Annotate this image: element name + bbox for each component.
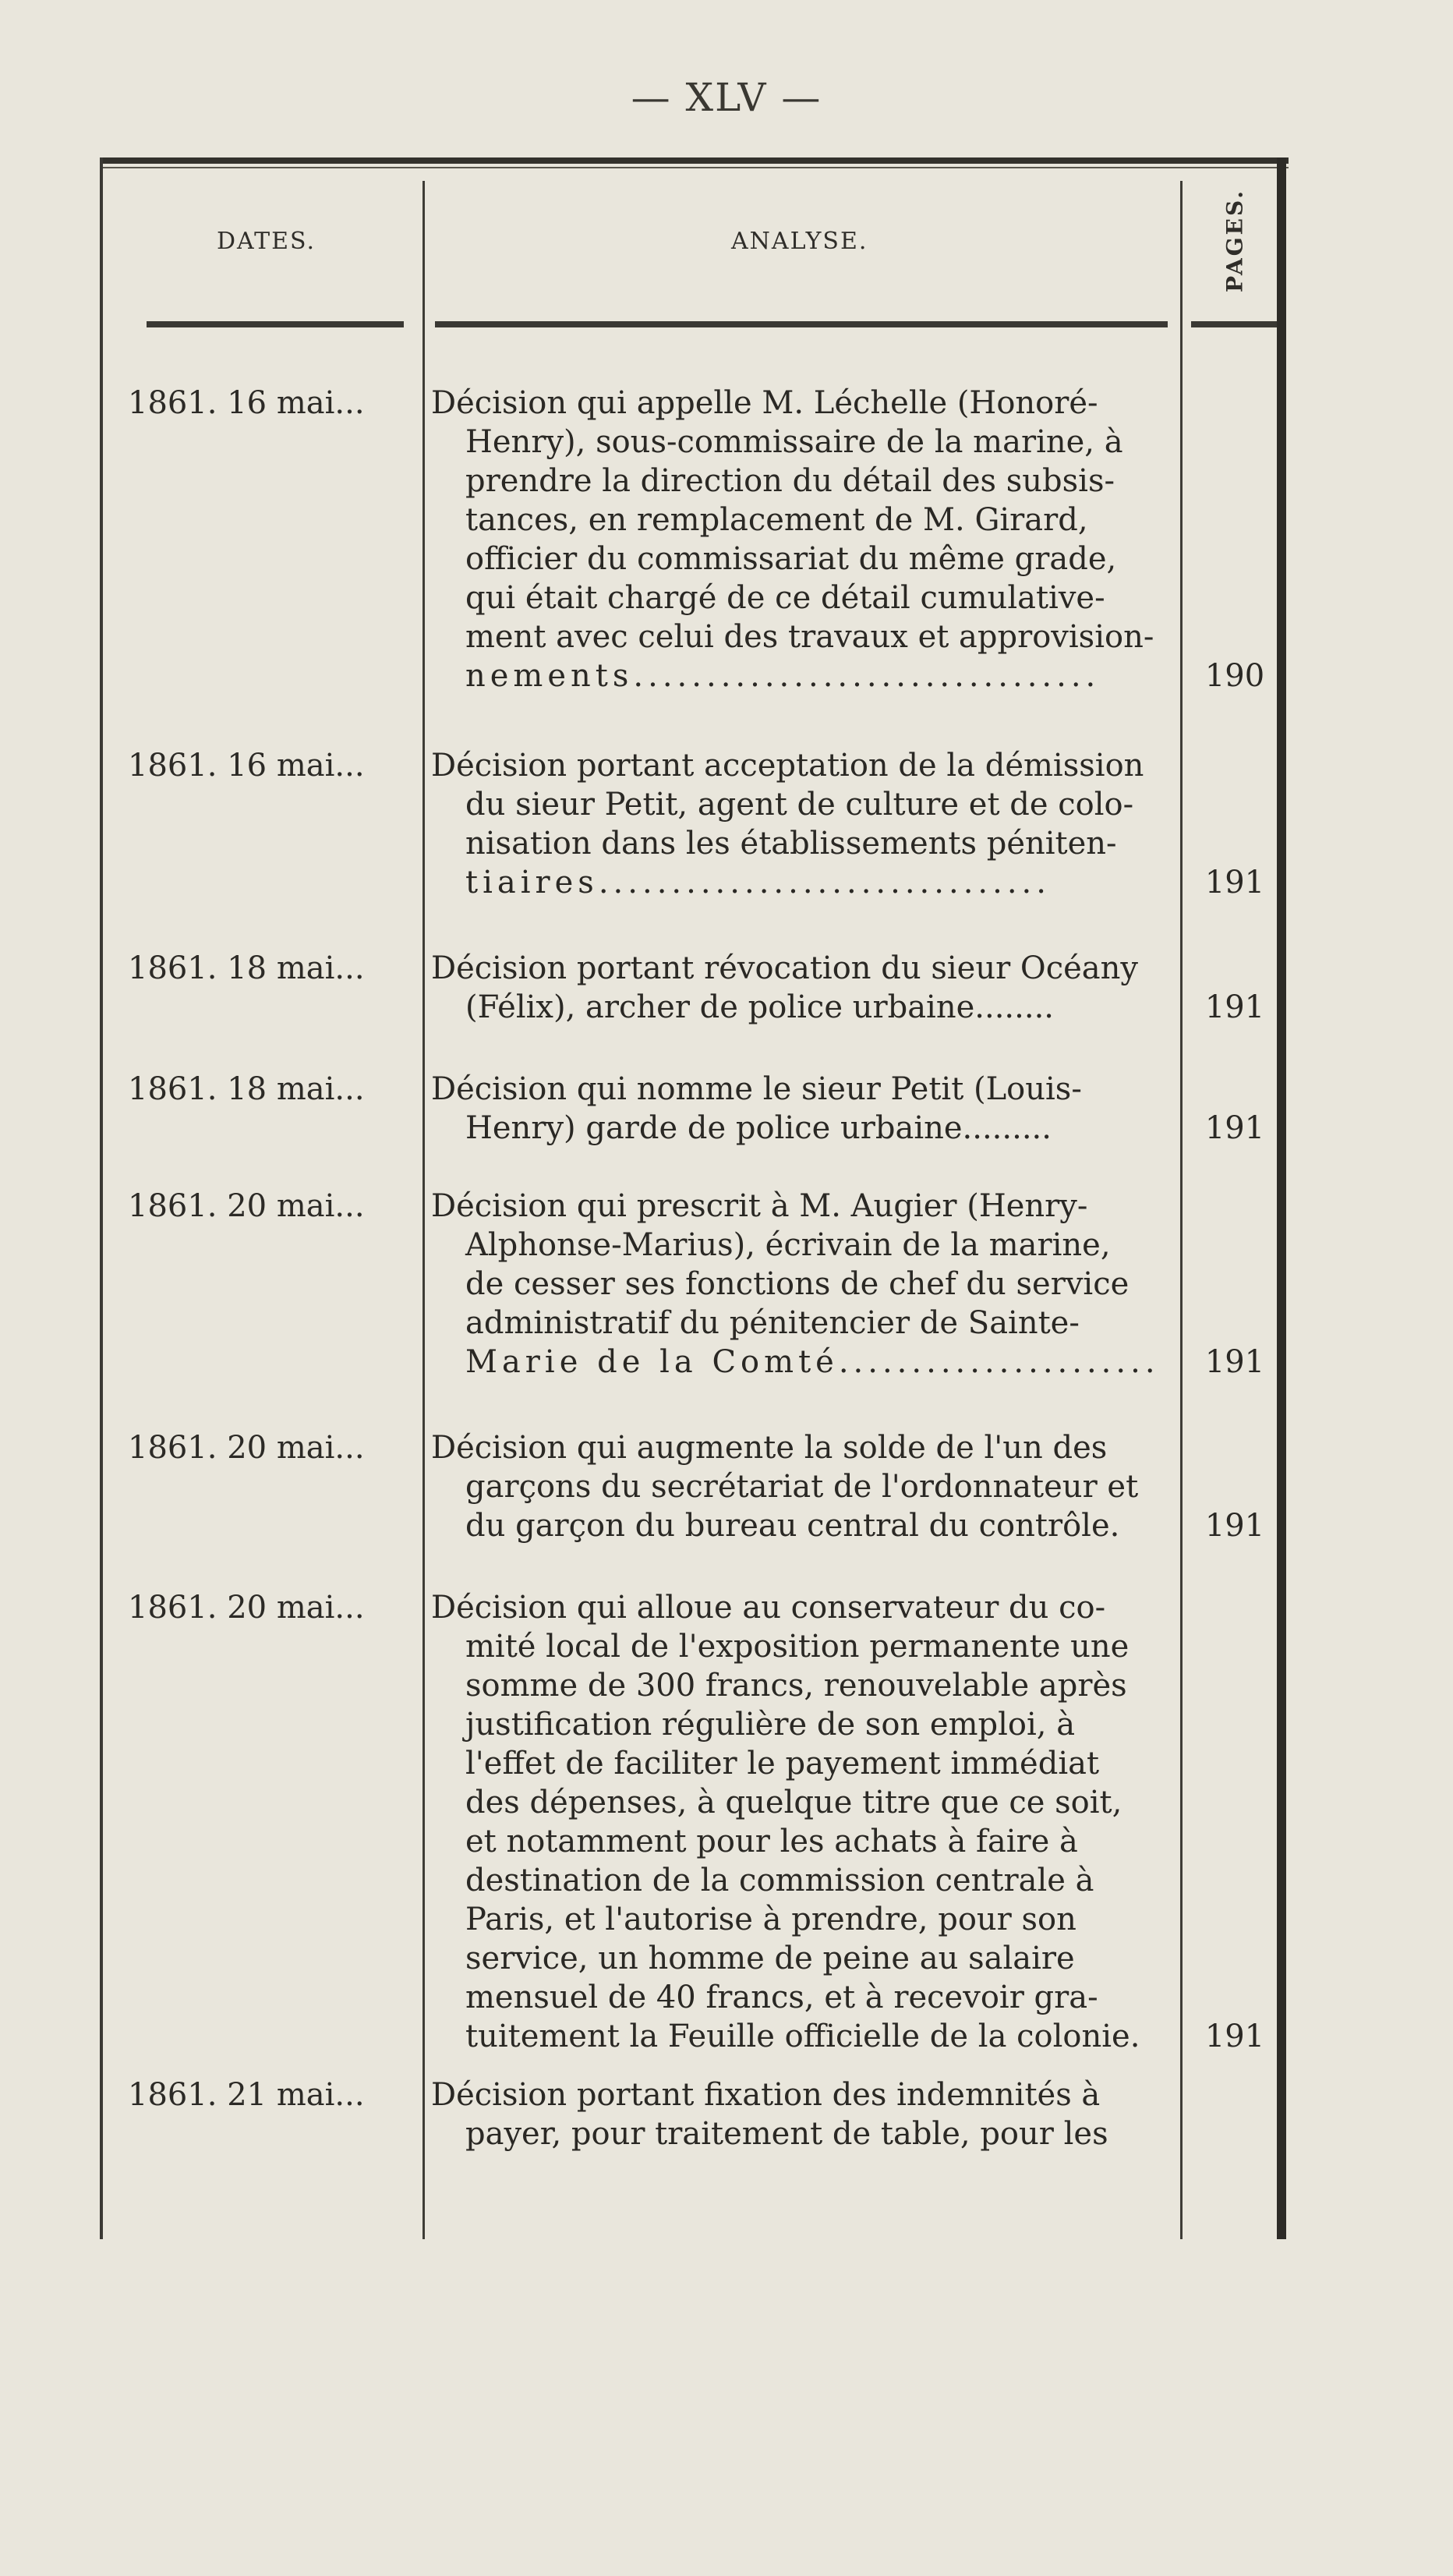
table-right-rule [1277, 157, 1286, 2239]
analysis-line: somme de 300 francs, renouvelable après [465, 1668, 1127, 1704]
entry-page: 191 [1204, 1110, 1265, 1146]
analysis-line: qui était chargé de ce détail cumulative- [465, 580, 1105, 616]
entry-analysis [431, 1187, 1168, 1382]
table-left-rule [100, 157, 103, 2239]
header-pages: PAGES. [1221, 189, 1248, 292]
entry-date: 1861. 21 mai... [128, 2077, 365, 2113]
entry-page: 191 [1204, 1344, 1265, 1380]
analysis-line: Décision qui appelle M. Léchelle (Honoré- [431, 385, 1098, 421]
entry-analysis [431, 1428, 1168, 1545]
analysis-line: Décision qui prescrit à M. Augier (Henry- [431, 1188, 1088, 1224]
analysis-line: Décision portant révocation du sieur Océany [431, 950, 1138, 986]
analysis-line: (Félix), archer de police urbaine........ [465, 989, 1054, 1025]
analysis-line: payer, pour traitement de table, pour les [465, 2116, 1108, 2152]
entry-analysis [431, 1588, 1168, 2056]
entry-page: 191 [1204, 1508, 1265, 1544]
analysis-line: justification régulière de son emploi, à [465, 1707, 1076, 1743]
entry-page: 191 [1204, 989, 1265, 1025]
entry-date: 1861. 16 mai... [128, 748, 365, 784]
header-analyse: ANALYSE. [731, 228, 868, 255]
entry-analysis [431, 1070, 1168, 1148]
analysis-line: mité local de l'exposition permanente une [465, 1629, 1130, 1665]
table-top-rule [100, 157, 1289, 168]
analysis-line: Décision qui nomme le sieur Petit (Louis- [431, 1071, 1082, 1107]
entry-analysis [431, 2075, 1168, 2153]
analysis-line: Henry) garde de police urbaine......... [465, 1110, 1052, 1146]
analysis-line: Henry), sous-commissaire de la marine, à [465, 424, 1123, 460]
analysis-line: administratif du pénitencier de Sainte- [465, 1305, 1080, 1341]
analysis-line: nisation dans les établissements péniten- [465, 826, 1117, 862]
analysis-line: de cesser ses fonctions de chef du service [465, 1266, 1130, 1302]
header-rule-analyse [435, 321, 1168, 327]
page-number: — XLV — [631, 75, 822, 120]
analysis-line: Décision portant fixation des indemnités à [431, 2077, 1101, 2113]
analysis-line: des dépenses, à quelque titre que ce soit, [465, 1785, 1122, 1821]
analysis-line: du garçon du bureau central du contrôle. [465, 1508, 1120, 1544]
analysis-line: mensuel de 40 francs, et à recevoir gra- [465, 1980, 1098, 2015]
analysis-line: Décision portant acceptation de la démission [431, 748, 1144, 784]
analysis-line: Décision qui augmente la solde de l'un des [431, 1430, 1108, 1466]
entry-date: 1861. 18 mai... [128, 950, 365, 986]
analysis-line: garçons du secrétariat de l'ordonnateur et [465, 1469, 1139, 1505]
analysis-line: prendre la direction du détail des subsis- [465, 463, 1115, 499]
entry-page: 191 [1204, 865, 1265, 901]
header-dates: DATES. [217, 228, 316, 255]
analysis-line: tances, en remplacement de M. Girard, [465, 502, 1088, 538]
analysis-line: du sieur Petit, agent de culture et de colo- [465, 787, 1134, 823]
entry-analysis [431, 746, 1168, 902]
entry-page: 190 [1204, 658, 1265, 694]
analysis-line: Paris, et l'autorise à prendre, pour son [465, 1902, 1076, 1937]
analysis-line: tiaires............................... [465, 865, 1051, 901]
analysis-line: officier du commissariat du même grade, [465, 541, 1117, 577]
entry-date: 1861. 16 mai... [128, 385, 365, 421]
analysis-line: destination de la commission centrale à [465, 1863, 1094, 1898]
register-table [100, 157, 1289, 2239]
column-separator-pages [1180, 181, 1183, 2239]
entry-date: 1861. 20 mai... [128, 1188, 365, 1224]
analysis-line: tuitement la Feuille officielle de la colonie. [465, 2019, 1140, 2054]
analysis-line: nements................................ [465, 658, 1101, 694]
entry-analysis [431, 384, 1168, 695]
analysis-line: Marie de la Comté...................... [465, 1344, 1160, 1380]
entry-date: 1861. 20 mai... [128, 1590, 365, 1626]
header-rule-pages [1191, 321, 1277, 327]
column-separator-dates [422, 181, 425, 2239]
analysis-line: l'effet de faciliter le payement immédiat [465, 1746, 1100, 1782]
entry-date: 1861. 20 mai... [128, 1430, 365, 1466]
analysis-line: service, un homme de peine au salaire [465, 1941, 1075, 1976]
entry-analysis [431, 949, 1168, 1027]
header-rule-dates [147, 321, 404, 327]
entry-page: 191 [1204, 2019, 1265, 2054]
analysis-line: et notamment pour les achats à faire à [465, 1824, 1078, 1859]
entry-date: 1861. 18 mai... [128, 1071, 365, 1107]
analysis-line: Alphonse-Marius), écrivain de la marine, [465, 1227, 1111, 1263]
analysis-line: Décision qui alloue au conservateur du co- [431, 1590, 1106, 1626]
analysis-line: ment avec celui des travaux et approvision- [465, 619, 1154, 655]
